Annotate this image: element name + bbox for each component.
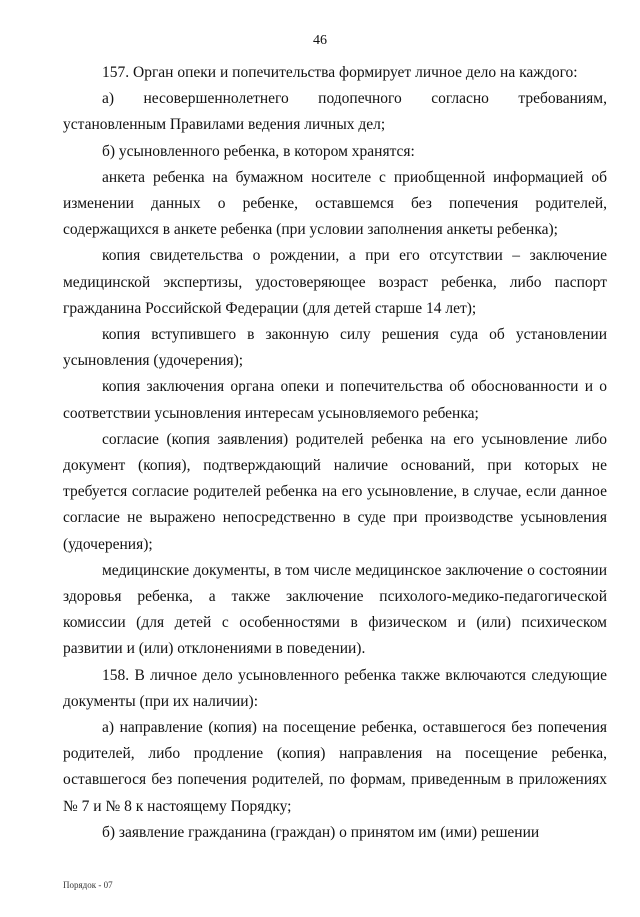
paragraph-158-intro: 158. В личное дело усыновленного ребенка также включаются следующие документы (при их наличии): (63, 666, 607, 710)
paragraph-158-a: а) направление (копия) на посещение ребенка, оставшегося без попечения родителей, либо продление (копия) направления на посещение ребенка, оставшегося без попечения родителей, по формам, приведенным в приложениях № 7 и № 8 к настоящему Порядку; (63, 719, 607, 815)
paragraph-158-b: б) заявление гражданина (граждан) о принятом им (ими) решении (102, 823, 540, 841)
paragraph-medical-documents: медицинские документы, в том числе медицинское заключение о состоянии здоровья ребенка, а также заключение психолого-медико-педагогической комиссии (для детей с особенностями в физическом и (или) психическом развитии и (или) отклонениями в поведении). (63, 561, 607, 658)
paragraph-guardianship-conclusion: копия заключения органа опеки и попечительства об обоснованности и о соответствии усыновления интересам усыновляемого ребенка; (63, 378, 607, 422)
footer-label: Порядок - 07 (63, 880, 113, 890)
paragraph-157-intro: 157. Орган опеки и попечительства формирует личное дело на каждого: (102, 64, 578, 81)
page-number: 46 (313, 33, 327, 48)
paragraph-parents-consent: согласие (копия заявления) родителей ребенка на его усыновление либо документ (копия), подтверждающий наличие оснований, при которых не требуется согласие родителей ребенка на его усыновление, в случае, если данное согласие не выражено непосредственно в суде при производстве усыновления (удочерения); (63, 430, 607, 553)
document-body (63, 60, 607, 846)
paragraph-157-a: а) несовершеннолетнего подопечного согласно требованиям, установленным Правилами ведения личных дел; (63, 90, 607, 134)
paragraph-157-b: б) усыновленного ребенка, в котором хранятся: (102, 142, 415, 160)
paragraph-court-decision: копия вступившего в законную силу решения суда об установлении усыновления (удочерения); (63, 326, 607, 370)
paragraph-child-questionnaire: анкета ребенка на бумажном носителе с приобщенной информацией об изменении данных о ребенке, оставшемся без попечения родителей, содержащихся в анкете ребенка (при условии заполнения анкеты ребенка); (63, 168, 607, 239)
paragraph-birth-certificate: копия свидетельства о рождении, а при его отсутствии – заключение медицинской экспертизы, удостоверяющее возраст ребенка, либо паспорт гражданина Российской Федерации (для детей старше 14 лет); (63, 247, 607, 317)
